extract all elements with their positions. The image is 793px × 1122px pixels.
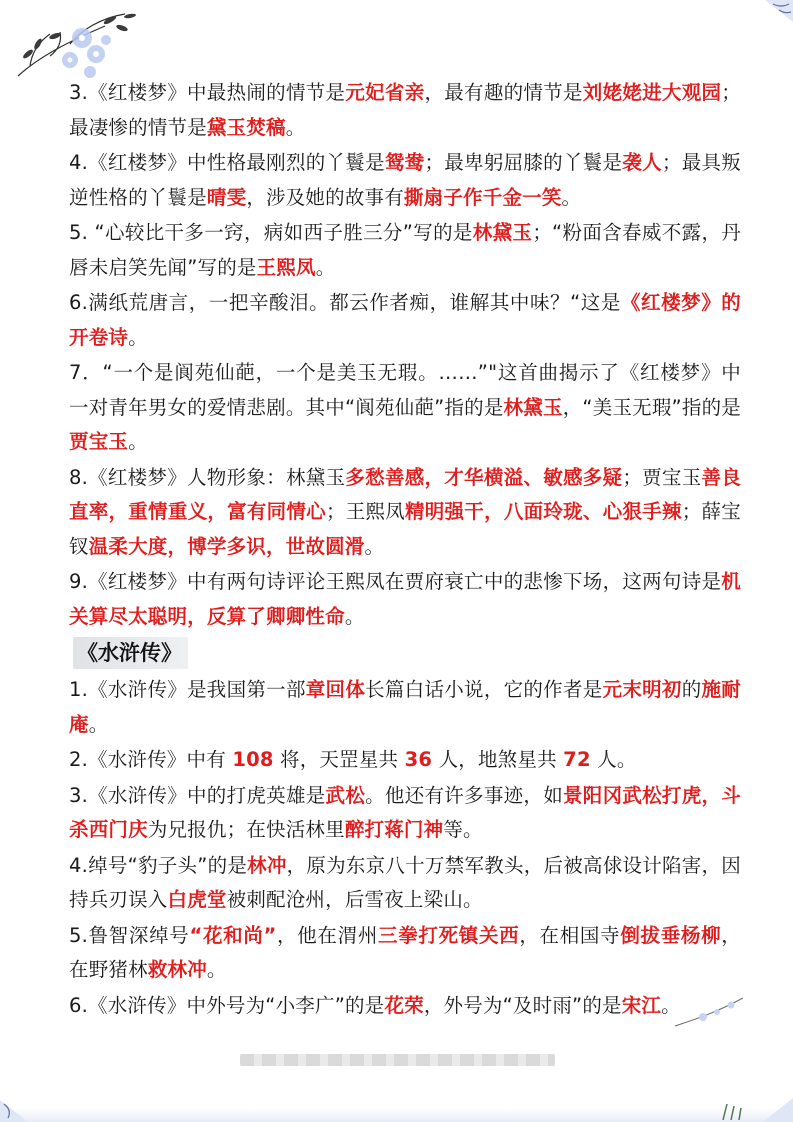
text-segment: 长篇白话小说，它的作者是 — [365, 678, 603, 701]
highlight-answer: 林冲 — [247, 853, 287, 877]
highlight-answer: 温柔大度，博学多识，世故圆滑 — [88, 534, 365, 558]
text-segment: 。 — [661, 993, 681, 1017]
highlight-answer: 机关算尽太聪明，反算了卿卿性命 — [69, 570, 741, 628]
text-segment: 的 — [681, 678, 702, 701]
highlight-answer: 精明强干，八面玲珑、心狠手辣 — [405, 500, 682, 523]
text-segment: ；最具叛逆性格的丫鬟是 — [69, 151, 741, 209]
text-segment: 5. “心较比干多一窍，病如西子胜三分”写的是 — [69, 221, 473, 244]
text-segment: 4.绰号“豹子头”的是 — [69, 853, 248, 877]
text-segment: 。 — [128, 430, 148, 453]
text-segment: ，最有趣的情节是 — [424, 81, 583, 104]
highlight-answer: 花荣 — [384, 993, 424, 1017]
text-segment: ；最凄惨的情节是 — [69, 81, 741, 139]
highlight-answer: 宋江 — [621, 993, 662, 1017]
highlight-answer: 36 — [404, 748, 433, 771]
paragraph — [69, 919, 741, 988]
paragraph — [69, 286, 741, 355]
highlight-answer: 王熙凤 — [256, 255, 316, 279]
highlight-answer: 黛玉焚稿 — [206, 115, 286, 139]
highlight-answer: 鸳鸯 — [384, 151, 425, 174]
highlight-answer: 元妃省亲 — [345, 81, 425, 104]
highlight-answer: 救林冲 — [147, 958, 207, 981]
text-segment: 。 — [561, 185, 582, 209]
paragraph — [69, 461, 741, 565]
paragraph — [69, 146, 741, 215]
highlight-answer: 醉打蒋门神 — [344, 818, 444, 841]
text-segment: 2.《水浒传》中有 — [69, 748, 233, 771]
text-segment: ；“粉面含春威不露，丹唇未启笑先闻”写的是 — [69, 221, 742, 279]
text-segment: 。 — [285, 115, 306, 139]
paragraph — [69, 779, 741, 848]
highlight-answer: 撕扇子作千金一笑 — [403, 185, 562, 209]
highlight-answer: 倒拔垂杨柳 — [620, 923, 722, 947]
text-segment: 人。 — [590, 748, 637, 771]
highlight-answer: 刘姥姥进大观园 — [582, 81, 722, 104]
highlight-answer: 景阳冈武松打虎，斗杀西门庆 — [69, 783, 741, 841]
text-segment: 5.鲁智深绰号 — [69, 923, 190, 947]
corner-ornament-icon — [0, 1094, 48, 1122]
highlight-answer: 袭人 — [622, 151, 662, 174]
text-segment: 人，地煞星共 — [432, 748, 564, 771]
highlight-answer: 林黛玉 — [472, 221, 533, 244]
text-segment: ，在野猪林 — [69, 923, 741, 981]
text-segment: ；王熙凤 — [325, 500, 406, 523]
highlight-answer: 《红楼梦》的开卷诗 — [69, 291, 741, 349]
text-segment: ，“美玉无瑕”指的是 — [562, 395, 741, 419]
highlight-answer: 林黛玉 — [503, 395, 563, 419]
highlight-answer: 元末明初 — [602, 678, 682, 701]
text-segment: ，在相国寺 — [519, 923, 621, 947]
text-segment: 7．“一个是阆苑仙葩，一个是美玉无瑕。……”"这首曲揭示了《红楼梦》中一对青年男女的爱情悲剧。其中“阆苑仙葩”指的是 — [69, 361, 741, 419]
highlight-answer: 72 — [563, 748, 591, 771]
text-segment: 被刺配沧州，后雪夜上梁山。 — [226, 888, 483, 911]
text-segment: 6.满纸荒唐言，一把辛酸泪。都云作者痴，谁解其中味？“这是 — [69, 291, 621, 314]
paragraph — [69, 989, 741, 1024]
paragraph — [69, 565, 741, 634]
corner-ornament-icon — [745, 0, 793, 40]
text-segment: 。 — [88, 712, 109, 736]
text-segment: 。他还有许多事迹，如 — [365, 783, 563, 807]
paragraph — [69, 849, 741, 918]
text-segment: ；薛宝钗 — [69, 500, 741, 558]
highlight-answer: 白虎堂 — [167, 888, 227, 911]
highlight-answer: 三拳打死镇关西 — [378, 923, 520, 947]
text-segment: ，涉及她的故事有 — [246, 185, 404, 209]
text-segment: 6.《水浒传》中外号为“小李广”的是 — [69, 993, 385, 1017]
highlight-answer: 武松 — [325, 783, 366, 807]
highlight-answer: 施耐庵 — [69, 678, 741, 736]
text-segment: 为兄报仇；在快活林里 — [147, 818, 345, 841]
text-segment: 。 — [344, 604, 365, 628]
text-segment: ，外号为“及时雨”的是 — [423, 993, 622, 1017]
text-segment: 。 — [128, 325, 148, 349]
text-segment: ，原为东京八十万禁军教头，后被高俅设计陷害，因持兵刃误入 — [69, 853, 741, 911]
hongloumeng-section — [69, 76, 741, 634]
shuihuzhuan-section — [69, 673, 741, 1023]
page-bottom-border — [0, 1108, 793, 1122]
highlight-answer: 晴雯 — [206, 185, 247, 209]
text-segment: 9.《红楼梦》中有两句诗评论王熙凤在贾府衰亡中的悲惨下场，这两句诗是 — [69, 570, 722, 593]
document-body — [69, 76, 741, 1024]
text-segment: ，他在渭州 — [276, 923, 379, 947]
highlight-answer: “花和尚” — [189, 923, 277, 947]
text-segment: 。 — [315, 255, 336, 279]
paragraph — [69, 356, 741, 460]
text-segment: 等。 — [443, 818, 483, 841]
text-segment: 。 — [364, 534, 385, 558]
text-segment: 3.《水浒传》中的打虎英雄是 — [69, 783, 326, 807]
blurred-footer-text — [240, 1054, 555, 1066]
text-segment: 。 — [206, 958, 227, 981]
highlight-answer: 108 — [232, 748, 274, 771]
highlight-answer: 多愁善感，才华横溢、敏感多疑 — [345, 465, 623, 489]
highlight-answer: 善良直率，重情重义，富有同情心 — [69, 465, 741, 523]
text-segment: ；贾宝玉 — [622, 465, 702, 489]
paragraph — [69, 216, 741, 285]
section-heading-wrapper — [69, 635, 741, 673]
highlight-answer: 章回体 — [305, 678, 366, 701]
floral-decoration-icon — [10, 6, 150, 86]
paragraph — [69, 76, 741, 145]
text-segment: 3.《红楼梦》中最热闹的情节是 — [69, 81, 346, 104]
paragraph — [69, 743, 741, 778]
text-segment: 将，天罡星共 — [273, 748, 405, 771]
text-segment: 1.《水浒传》是我国第一部 — [69, 678, 306, 701]
corner-ornament-icon — [703, 1094, 793, 1122]
paragraph — [69, 673, 741, 742]
section-heading: 《水浒传》 — [73, 637, 188, 669]
text-segment: 4.《红楼梦》中性格最刚烈的丫鬟是 — [69, 151, 385, 174]
highlight-answer: 贾宝玉 — [69, 430, 129, 453]
text-segment: 8.《红楼梦》人物形象：林黛玉 — [69, 465, 346, 489]
text-segment: ；最卑躬屈膝的丫鬟是 — [424, 151, 623, 174]
